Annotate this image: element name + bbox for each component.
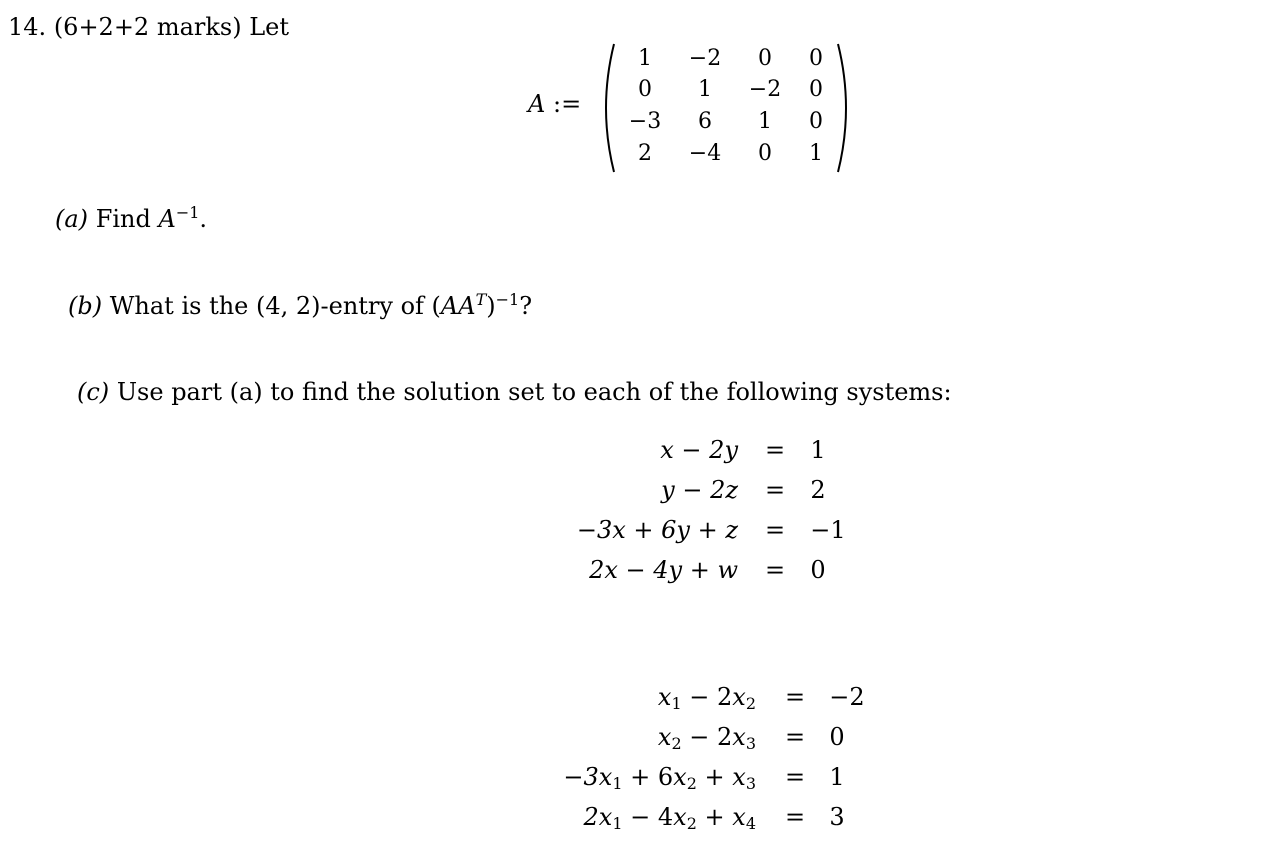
system2-eq: =	[784, 683, 806, 711]
system2-rhs: 3	[829, 803, 845, 831]
matrix-cell: 0	[638, 77, 652, 102]
system2-term: x	[732, 803, 746, 831]
system2-eq: =	[784, 763, 806, 791]
system2-sub: 3	[745, 774, 756, 793]
part-c-text: Use part (a) to find the solution set to each of the following systems:	[116, 378, 952, 406]
part-b-text: What is the (4, 2)-entry of (	[109, 292, 441, 320]
system2-lhs	[658, 723, 756, 758]
system2-term: x	[657, 683, 672, 711]
system1-rhs: 1	[810, 436, 826, 464]
part-b-label: (b)	[68, 292, 103, 320]
matrix-cell: 2	[638, 141, 652, 166]
system1-eq: =	[764, 476, 786, 504]
system2-rhs: −2	[829, 683, 865, 711]
matrix-cell: −4	[688, 141, 722, 166]
system1-rhs: 0	[810, 556, 826, 584]
system1-eq: =	[764, 516, 786, 544]
system2-op: +	[696, 803, 733, 831]
system2-sub: 1	[612, 774, 623, 793]
system2-term: x	[673, 763, 687, 791]
system2-term: x	[732, 683, 746, 711]
matrix-cell: −3	[628, 109, 662, 134]
system2-op: + 6	[622, 763, 674, 791]
part-a	[55, 199, 207, 233]
system1-lhs: 2x − 4y + w	[589, 556, 738, 584]
matrix-name: A	[528, 90, 546, 118]
part-c	[77, 378, 952, 406]
matrix-cell: 0	[809, 77, 823, 102]
matrix-assign: :=	[552, 90, 582, 118]
system2-eq: =	[784, 723, 806, 751]
system2-lhs	[658, 683, 756, 718]
part-b-transpose: T	[475, 290, 487, 309]
part-b-end: ?	[519, 292, 533, 320]
system1-lhs: −3x + 6y + z	[576, 516, 738, 544]
part-a-label: (a)	[55, 205, 89, 233]
matrix-cell: 1	[758, 109, 772, 134]
problem-let: Let	[249, 13, 290, 41]
matrix-cell: 0	[809, 109, 823, 134]
part-a-math: A	[158, 205, 176, 233]
system2-sub: 3	[745, 734, 756, 753]
system2-eq: =	[784, 803, 806, 831]
system2-sub: 2	[686, 774, 697, 793]
system2-sub: 1	[612, 814, 623, 833]
matrix-cell: 6	[698, 109, 712, 134]
system2-sub: 2	[686, 814, 697, 833]
system2-term: 2x	[583, 803, 613, 831]
system2-op: +	[696, 763, 733, 791]
system2-sub: 4	[745, 814, 756, 833]
part-a-end: .	[199, 205, 208, 233]
problem-header	[8, 13, 289, 41]
system1-eq: =	[764, 556, 786, 584]
system1-rhs: −1	[810, 516, 846, 544]
part-b	[68, 286, 532, 320]
part-b-inverse: −1	[495, 290, 520, 309]
system2-term: x	[732, 763, 746, 791]
system2-op: − 2	[681, 723, 733, 751]
system2-lhs	[584, 803, 756, 838]
system1-lhs: x − 2y	[660, 436, 738, 464]
system1-rhs: 2	[810, 476, 826, 504]
system2-term: x	[732, 723, 746, 751]
system2-term: x	[673, 803, 687, 831]
matrix-cell: 1	[809, 141, 823, 166]
system2-sub: 2	[671, 734, 682, 753]
matrix-cell: −2	[688, 46, 722, 71]
system2-term: x	[657, 723, 672, 751]
part-a-sup: −1	[175, 203, 200, 222]
part-b-close: )	[486, 292, 496, 320]
matrix-label	[528, 90, 581, 118]
part-a-text: Find	[95, 205, 151, 233]
matrix-cell: −2	[748, 77, 782, 102]
part-c-label: (c)	[77, 378, 110, 406]
system2-sub: 1	[671, 694, 682, 713]
matrix-cell: 0	[809, 46, 823, 71]
matrix-cell: 0	[758, 46, 772, 71]
system2-op: − 2	[681, 683, 733, 711]
system2-term: −3x	[563, 763, 613, 791]
problem-number: 14.	[8, 13, 47, 41]
matrix-cell: 1	[638, 46, 652, 71]
problem-marks: (6+2+2 marks)	[53, 13, 242, 41]
part-b-matrix: AA	[440, 292, 476, 320]
matrix-cell: 1	[698, 77, 712, 102]
system1-lhs: y − 2z	[661, 476, 738, 504]
system2-rhs: 1	[829, 763, 845, 791]
system2-op: − 4	[622, 803, 674, 831]
system1-eq: =	[764, 436, 786, 464]
system2-sub: 2	[745, 694, 756, 713]
system2-lhs	[563, 763, 756, 798]
system2-rhs: 0	[829, 723, 845, 751]
matrix-cell: 0	[758, 141, 772, 166]
